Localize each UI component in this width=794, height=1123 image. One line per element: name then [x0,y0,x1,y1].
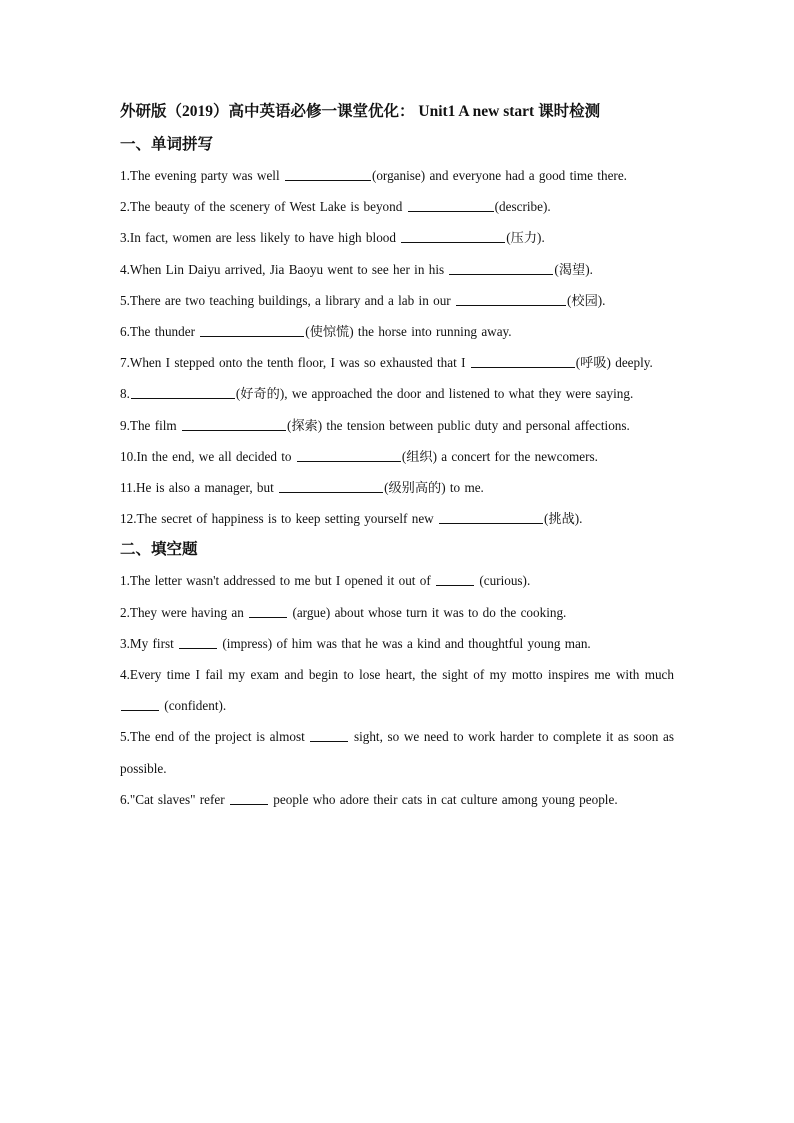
item-hint: (校园). [566,292,606,308]
item-hint: (渴望). [554,261,593,277]
spelling-item-2 [120,191,674,222]
section-heading-spelling: 一、单词拼写 [120,136,214,153]
answer-blank[interactable] [310,727,348,742]
answer-blank[interactable] [131,384,235,399]
answer-blank[interactable] [230,790,268,805]
answer-blank[interactable] [408,197,494,212]
spelling-item-5 [120,285,674,316]
item-text: 11.He is also a manager, but [120,480,279,496]
fill-item-1 [120,565,674,596]
answer-blank[interactable] [297,447,401,462]
fill-item-2 [120,597,674,628]
answer-blank[interactable] [401,228,505,243]
item-text: 1.The evening party was well [120,168,284,183]
item-hint: (describe). [494,199,551,215]
fill-item-4 [120,659,674,721]
answer-blank[interactable] [436,571,474,586]
item-hint: (挑战). [544,511,583,527]
item-text: 6.The thunder [120,324,200,340]
item-hint: (探索) the tension between public duty and personal affections. [286,417,630,433]
spelling-item-10 [120,441,674,472]
document-page [120,98,674,815]
item-hint: people who adore their cats in cat culture among young people. [268,791,618,807]
answer-blank[interactable] [456,291,566,306]
answer-blank[interactable] [121,696,159,711]
spelling-item-6 [120,316,674,347]
spelling-item-3 [120,222,674,253]
item-hint: (压力). [506,230,545,246]
item-hint: (级别高的) to me. [384,480,484,496]
spelling-item-9 [120,410,674,441]
answer-blank[interactable] [471,353,575,368]
item-text: 4.When Lin Daiyu arrived, Jia Baoyu went to see her in his [120,261,449,277]
item-hint: sight, so we need to work harder to complete it as soon as possible. [120,729,674,776]
spelling-item-11 [120,472,674,503]
item-text: 2.They were having an [120,604,249,620]
document-title: 外研版（2019）高中英语必修一课堂优化： Unit1 A new start 课时检测 [120,103,601,120]
item-hint: (impress) of him was that he was a kind and thoughtful young man. [218,635,591,651]
item-hint: (使惊慌) the horse into running away. [305,324,512,340]
spelling-item-4 [120,254,674,285]
item-text: 6."Cat slaves" refer [120,791,229,807]
item-hint: (argue) about whose turn it was to do the cooking. [288,604,567,620]
item-text: 5.There are two teaching buildings, a library and a lab in our [120,292,455,308]
item-text: 10.In the end, we all decided to [120,448,296,464]
answer-blank[interactable] [179,634,217,649]
answer-blank[interactable] [285,166,371,181]
item-text: 1.The letter wasn't addressed to me but I opened it out of [120,573,436,589]
answer-blank[interactable] [249,603,287,618]
item-hint: (组织) a concert for the newcomers. [401,448,598,464]
spelling-item-8 [120,378,674,409]
fill-item-5 [120,721,674,783]
item-hint: (organise) and everyone had a good time there. [371,168,627,183]
answer-blank[interactable] [449,260,553,275]
item-text: 9.The film [120,417,181,433]
item-text: 4.Every time I fail my exam and begin to lose heart, the sight of my motto inspires me with much [120,667,674,683]
item-hint: (呼吸) deeply. [575,355,653,371]
spelling-item-1 [120,160,674,191]
answer-blank[interactable] [200,322,304,337]
answer-blank[interactable] [439,509,543,524]
item-text: 3.In fact, women are less likely to have high blood [120,230,401,246]
item-text: 12.The secret of happiness is to keep setting yourself new [120,511,438,527]
item-text: 5.The end of the project is almost [120,729,310,745]
item-text: 8. [120,386,130,402]
section-heading-fill-in: 二、填空题 [120,541,198,559]
item-hint: (confident). [160,698,227,714]
answer-blank[interactable] [279,478,383,493]
answer-blank[interactable] [182,416,286,431]
item-hint: (好奇的), we approached the door and listened to what they were saying. [235,386,634,402]
spelling-item-12 [120,503,674,534]
item-text: 2.The beauty of the scenery of West Lake is beyond [120,199,407,215]
fill-item-6 [120,784,674,815]
item-hint: (curious). [475,573,531,589]
spelling-item-7 [120,347,674,378]
item-text: 7.When I stepped onto the tenth floor, I was so exhausted that I [120,355,470,371]
fill-item-3 [120,628,674,659]
item-text: 3.My first [120,635,179,651]
